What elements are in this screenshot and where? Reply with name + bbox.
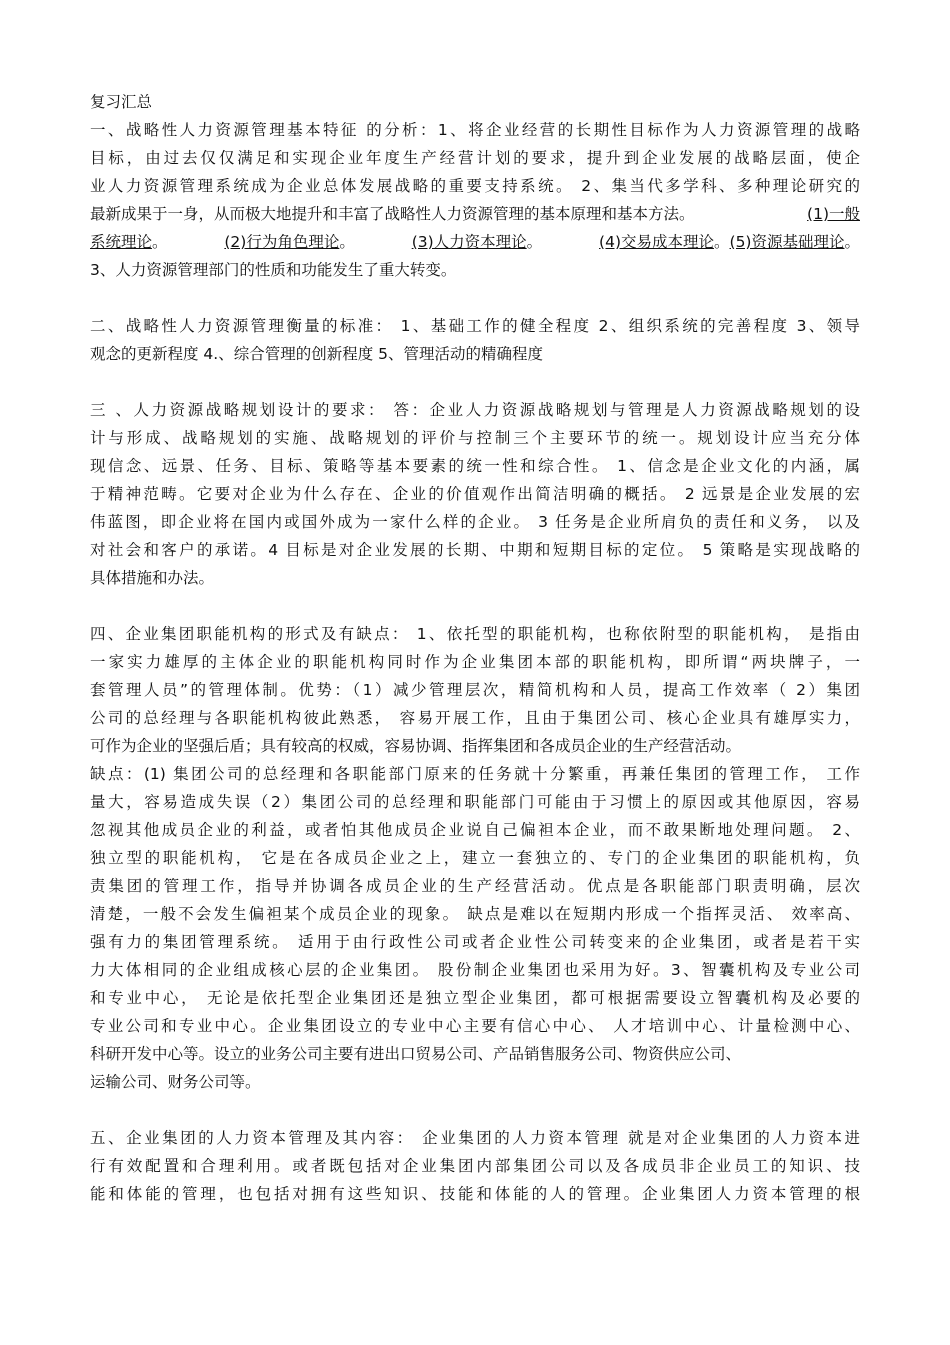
s4-line-3: 套管理人员”的管理体制。优势：（1）减少管理层次，精简机构和人员，提高工作效率（ 2）集团	[90, 681, 860, 699]
s3-line-4: 于精神范畴。它要对企业为什么存在、企业的价值观作出简洁明确的概括。 2 远景是企业发展的宏	[90, 485, 860, 503]
theory-4-link: (4)交易成本理论	[599, 233, 714, 251]
s1-line-4-text: 最新成果于一身，从而极大地提升和丰富了战略性人力资源管理的基本原理和基本方法。	[90, 205, 695, 223]
s1-line-5	[90, 228, 860, 256]
s4-line-1: 四、企业集团职能机构的形式及有缺点： 1、依托型的职能机构，也称依附型的职能机构， 是指由	[90, 625, 860, 643]
s1-line-4	[90, 200, 860, 228]
s2-line-2: 观念的更新程度 4.、综合管理的创新程度 5、管理活动的精确程度	[90, 345, 544, 363]
paragraph-gap	[90, 368, 860, 396]
s3-line-2: 计与形成、战略规划的实施、战略规划的评价与控制三个主要环节的统一。规划设计应当充分体	[90, 429, 860, 447]
paragraph-gap	[90, 284, 860, 312]
s5-line-3: 能和体能的管理，也包括对拥有这些知识、技能和体能的人的管理。企业集团人力资本管理的根	[90, 1185, 860, 1203]
s3-line-1: 三 、人力资源战略规划设计的要求： 答：企业人力资源战略规划与管理是人力资源战略规划的设	[90, 401, 860, 419]
theory-5-link: (5)资源基础理论	[729, 233, 845, 251]
s4-line-4: 公司的总经理与各职能机构彼此熟悉， 容易开展工作，且由于集团公司、核心企业具有雄厚实力，	[90, 709, 860, 727]
s3-line-7: 具体措施和办法。	[90, 569, 215, 587]
theory-2-item: (2)行为角色理论。	[224, 233, 355, 251]
paragraph-gap	[90, 592, 860, 620]
paragraph-gap	[90, 1096, 860, 1124]
s1-line-1: 一、战略性人力资源管理基本特征 的分析：1、将企业经营的长期性目标作为人力资源管理的战略	[90, 121, 860, 139]
theory-3-link: (3)人力资本理论	[411, 233, 527, 251]
s4-line-10: 责集团的管理工作，指导并协调各成员企业的生产经营活动。优点是各职能部门职责明确，层次	[90, 877, 860, 895]
theory-1-item: 系统理论。	[90, 233, 168, 251]
s5-line-1: 五、企业集团的人力资本管理及其内容： 企业集团的人力资本管理 就是对企业集团的人力资本进	[90, 1129, 860, 1147]
s3-line-6: 对社会和客户的承诺。4 目标是对企业发展的长期、中期和短期目标的定位。 5 策略是实现战略的	[90, 541, 860, 559]
s4-line-6: 缺点：(1) 集团公司的总经理和各职能部门原来的任务就十分繁重，再兼任集团的管理工作， 工作	[90, 765, 860, 783]
s4-line-5: 可作为企业的坚强后盾；具有较高的权威，容易协调、指挥集团和各成员企业的生产经营活动。	[90, 737, 742, 755]
s4-line-15: 专业公司和专业中心。企业集团设立的专业中心主要有信心中心、 人才培训中心、计量检测中心、	[90, 1017, 860, 1035]
s3-line-5: 伟蓝图，即企业将在国内或国外成为一家什么样的企业。 3 任务是企业所肩负的责任和义务， 以及	[90, 513, 860, 531]
s4-line-8: 忽视其他成员企业的利益，或者怕其他成员企业说自己偏袒本企业，而不敢果断地处理问题。 2、	[90, 821, 860, 839]
doc-title: 复习汇总	[90, 93, 153, 111]
s1-line-2: 目标，由过去仅仅满足和实现企业年度生产经营计划的要求，提升到企业发展的战略层面，使企	[90, 149, 860, 167]
s4-line-11: 清楚，一般不会发生偏袒某个成员企业的现象。 缺点是难以在短期内形成一个指挥灵活、 效率高、	[90, 905, 860, 923]
s1-line-6: 3、人力资源管理部门的性质和功能发生了重大转变。	[90, 261, 457, 279]
s3-line-3: 现信念、远景、任务、目标、策略等基本要素的统一性和综合性。 1、信念是企业文化的内涵，属	[90, 457, 860, 475]
theory-3-item: (3)人力资本理论。	[411, 233, 543, 251]
theory-2-link: (2)行为角色理论	[224, 233, 340, 251]
s4-line-16: 科研开发中心等。设立的业务公司主要有进出口贸易公司、产品销售服务公司、物资供应公司、	[90, 1045, 742, 1063]
s4-line-12: 强有力的集团管理系统。 适用于由行政性公司或者企业性公司转变来的企业集团，或者是若干实	[90, 933, 860, 951]
s4-line-2: 一家实力雄厚的主体企业的职能机构同时作为企业集团本部的职能机构，即所谓“两块牌子，一	[90, 653, 860, 671]
theory-4-5-item: (4)交易成本理论。(5)资源基础理论。	[599, 233, 860, 251]
s4-line-7: 量大，容易造成失误（2）集团公司的总经理和职能部门可能由于习惯上的原因或其他原因，容易	[90, 793, 860, 811]
theory-1-link-part-a: (1)一般	[807, 205, 860, 223]
s4-line-17: 运输公司、财务公司等。	[90, 1073, 261, 1091]
document-page	[90, 88, 860, 1208]
theory-1-link-part-b: 系统理论	[90, 233, 153, 251]
s4-line-9: 独立型的职能机构， 它是在各成员企业之上，建立一套独立的、专门的企业集团的职能机构，负	[90, 849, 860, 867]
s1-line-3: 业人力资源管理系统成为企业总体发展战略的重要支持系统。 2、集当代多学科、多种理论研究的	[90, 177, 860, 195]
s2-line-1: 二、战略性人力资源管理衡量的标准： 1、基础工作的健全程度 2、组织系统的完善程度 3、领导	[90, 317, 860, 335]
s4-line-13: 力大体相同的企业组成核心层的企业集团。 股份制企业集团也采用为好。3、智囊机构及专业公司	[90, 961, 860, 979]
s5-line-2: 行有效配置和合理利用。或者既包括对企业集团内部集团公司以及各成员非企业员工的知识、技	[90, 1157, 860, 1175]
s4-line-14: 和专业中心， 无论是依托型企业集团还是独立型企业集团，都可根据需要设立智囊机构及必要的	[90, 989, 860, 1007]
